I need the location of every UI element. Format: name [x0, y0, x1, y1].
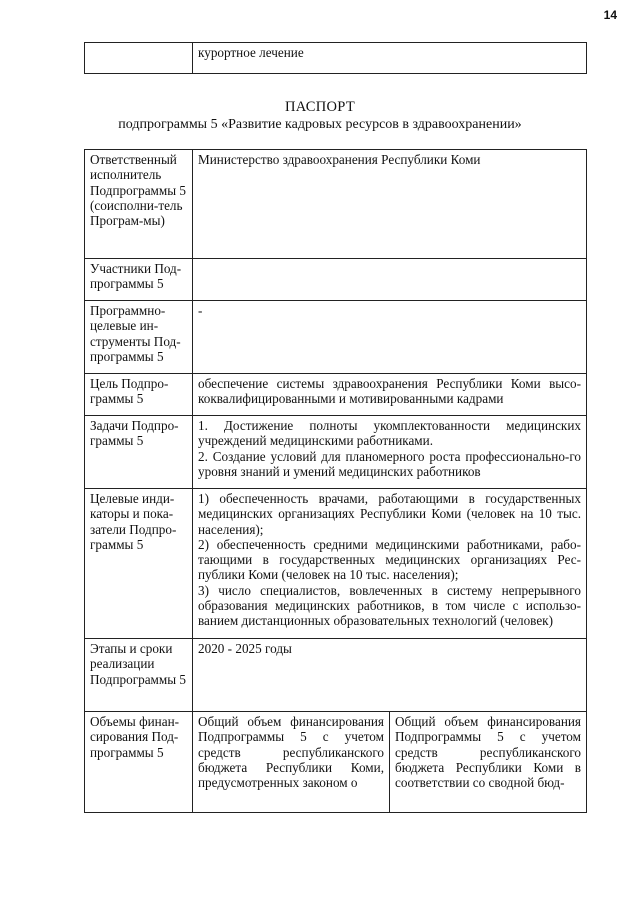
cell-value: курортное лечение — [193, 43, 587, 74]
row-label: Объемы финан-сирования Под-программы 5 — [85, 712, 193, 813]
funding-col-1: Общий объем финансирования Подпрограммы 5 с учетом средств республиканского бюджета Республики Коми, предусмотренных законом о — [193, 712, 390, 813]
page-number: 14 — [603, 8, 617, 22]
row-value: Министерство здравоохранения Республики Коми — [193, 150, 587, 259]
row-label: Цель Подпро-граммы 5 — [85, 374, 193, 416]
row-value — [193, 489, 587, 639]
funding-col-2: Общий объем финансирования Подпрограммы 5 с учетом средств республиканского бюджета Республики Коми в соответствии со сводной бюд- — [390, 712, 587, 813]
indicator-1: 1) обеспеченность врачами, работающими в государственных медицинских организациях Республики Коми (человек на 10 тыс. населения); — [198, 491, 581, 537]
task-2: 2. Создание условий для планомерного роста профессионально-го уровня знаний и умений медицинских работников — [198, 448, 581, 479]
row-value: 2020 - 2025 годы — [193, 639, 587, 712]
table-row — [85, 489, 587, 639]
passport-table — [84, 149, 587, 813]
row-label: Целевые инди-каторы и пока-затели Подпро-граммы 5 — [85, 489, 193, 639]
continuation-table — [84, 42, 587, 74]
table-row — [85, 712, 587, 813]
task-1: 1. Достижение полноты укомплектованности медицинских учреждений медицинскими работниками. — [198, 418, 581, 449]
table-row — [85, 374, 587, 416]
row-value: - — [193, 301, 587, 374]
passport-subtitle: подпрограммы 5 «Развитие кадровых ресурсов в здравоохранении» — [118, 117, 522, 132]
table-row — [85, 150, 587, 259]
row-label: Ответственный исполнитель Подпрограммы 5 (соисполни-тель Програм-мы) — [85, 150, 193, 259]
row-value — [193, 416, 587, 489]
table-row — [85, 416, 587, 489]
row-label: Участники Под-программы 5 — [85, 259, 193, 301]
row-value — [193, 259, 587, 301]
indicator-2: 2) обеспеченность средними медицинскими работниками, рабо-тающими в государственных медицинских организациях Рес-публики Коми (человек на 10 тыс. населения); — [198, 536, 581, 583]
indicator-3: 3) число специалистов, вовлеченных в систему непрерывного образования медицинских работников, в том числе с использо-ванием дистанционных образовательных технологий (человек) — [198, 582, 581, 629]
cell-label — [85, 43, 193, 74]
row-label: Этапы и сроки реализации Подпрограммы 5 — [85, 639, 193, 712]
row-label: Задачи Подпро-граммы 5 — [85, 416, 193, 489]
row-label: Программно-целевые ин-струменты Под-программы 5 — [85, 301, 193, 374]
passport-title: ПАСПОРТ — [284, 99, 356, 115]
row-value: обеспечение системы здравоохранения Республики Коми высо-коквалифицированными и мотивированными кадрами — [193, 374, 587, 416]
table-row — [85, 301, 587, 374]
table-row — [85, 43, 587, 74]
table-row — [85, 259, 587, 301]
table-row — [85, 639, 587, 712]
